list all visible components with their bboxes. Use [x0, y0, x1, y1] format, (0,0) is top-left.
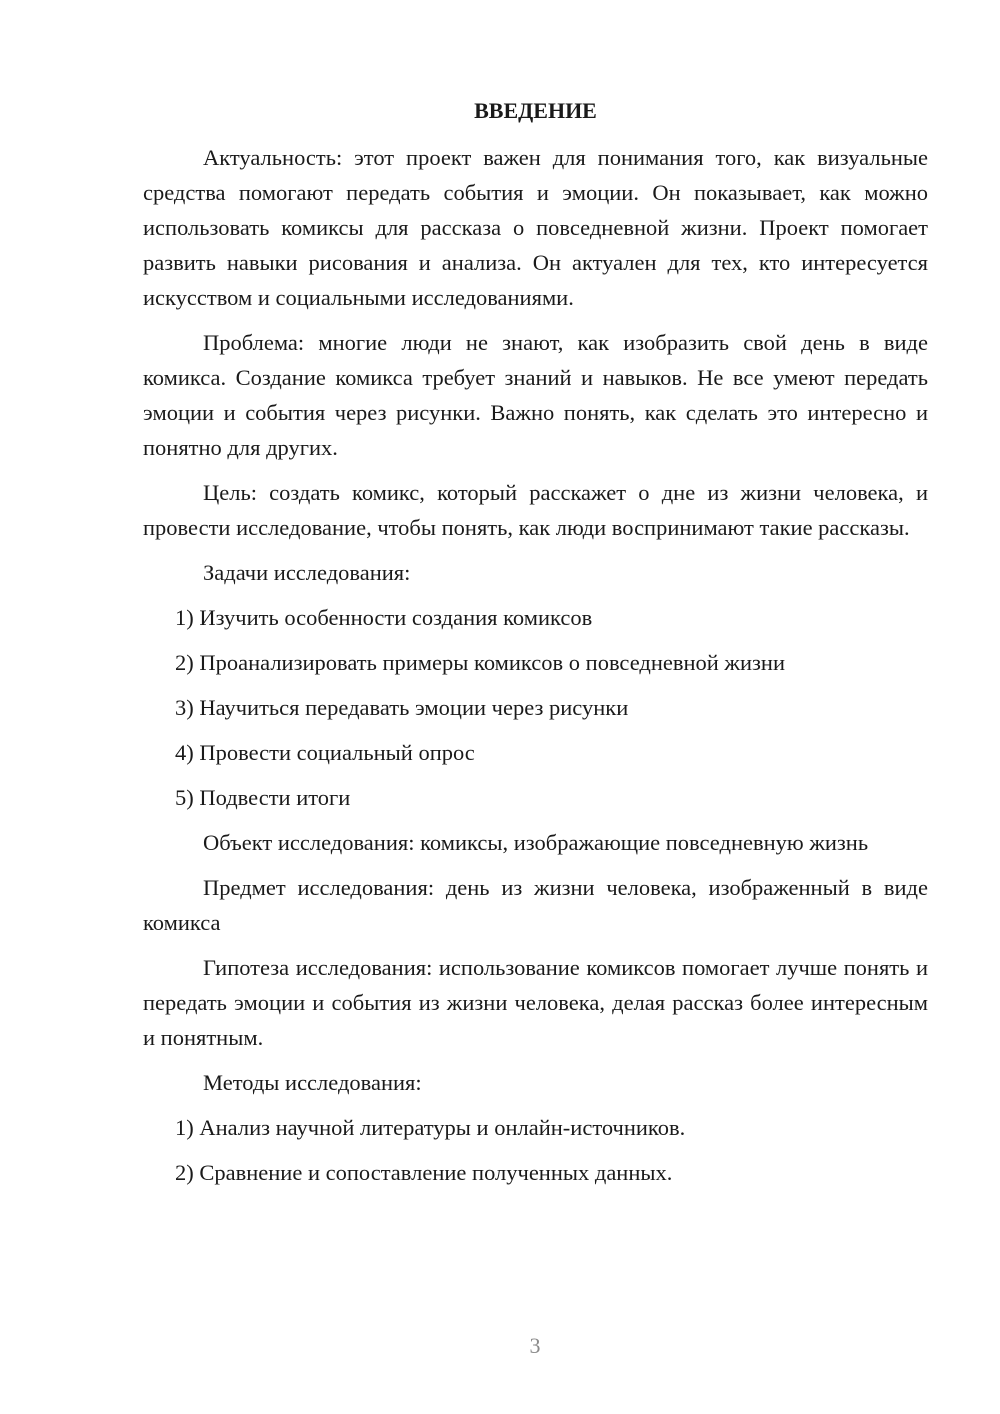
method-item-2: 2) Сравнение и сопоставление полученных данных.: [175, 1160, 673, 1185]
tasks-list: [143, 600, 928, 815]
page-number: 3: [529, 1333, 541, 1358]
method-item-1: 1) Анализ научной литературы и онлайн-источников.: [175, 1115, 686, 1140]
task-item-2: 2) Проанализировать примеры комиксов о повседневной жизни: [175, 650, 785, 675]
relevance-paragraph: Актуальность: этот проект важен для понимания того, как визуальные средства помогают передать события и эмоции. Он показывает, как можно использовать комиксы для рассказа о повседневной жизни. Проект помогает развить навыки рисования и анализа. Он актуален для тех, кто интересуется искусством и социальными исследованиями.: [143, 145, 928, 310]
object-paragraph: Объект исследования: комиксы, изображающие повседневную жизнь: [203, 830, 869, 855]
methods-label: Методы исследования:: [203, 1070, 422, 1095]
methods-list: [143, 1110, 928, 1190]
problem-paragraph: Проблема: многие люди не знают, как изобразить свой день в виде комикса. Создание комикса требует знаний и навыков. Не все умеют передать эмоции и события через рисунки. Важно понять, как сделать это интересно и понятно для других.: [143, 330, 928, 460]
task-item-4: 4) Провести социальный опрос: [175, 740, 475, 765]
section-heading: ВВЕДЕНИЕ: [474, 98, 597, 123]
task-item-3: 3) Научиться передавать эмоции через рисунки: [175, 695, 629, 720]
tasks-label: Задачи исследования:: [203, 560, 411, 585]
page-content: [143, 94, 928, 1200]
goal-paragraph: Цель: создать комикс, который расскажет о дне из жизни человека, и провести исследование, чтобы понять, как люди воспринимают такие рассказы.: [143, 480, 928, 540]
subject-paragraph: Предмет исследования: день из жизни человека, изображенный в виде комикса: [143, 875, 928, 935]
task-item-5: 5) Подвести итоги: [175, 785, 351, 810]
hypothesis-paragraph: Гипотеза исследования: использование комиксов помогает лучше понять и передать эмоции и события из жизни человека, делая рассказ более интересным и понятным.: [143, 955, 928, 1050]
task-item-1: 1) Изучить особенности создания комиксов: [175, 605, 593, 630]
